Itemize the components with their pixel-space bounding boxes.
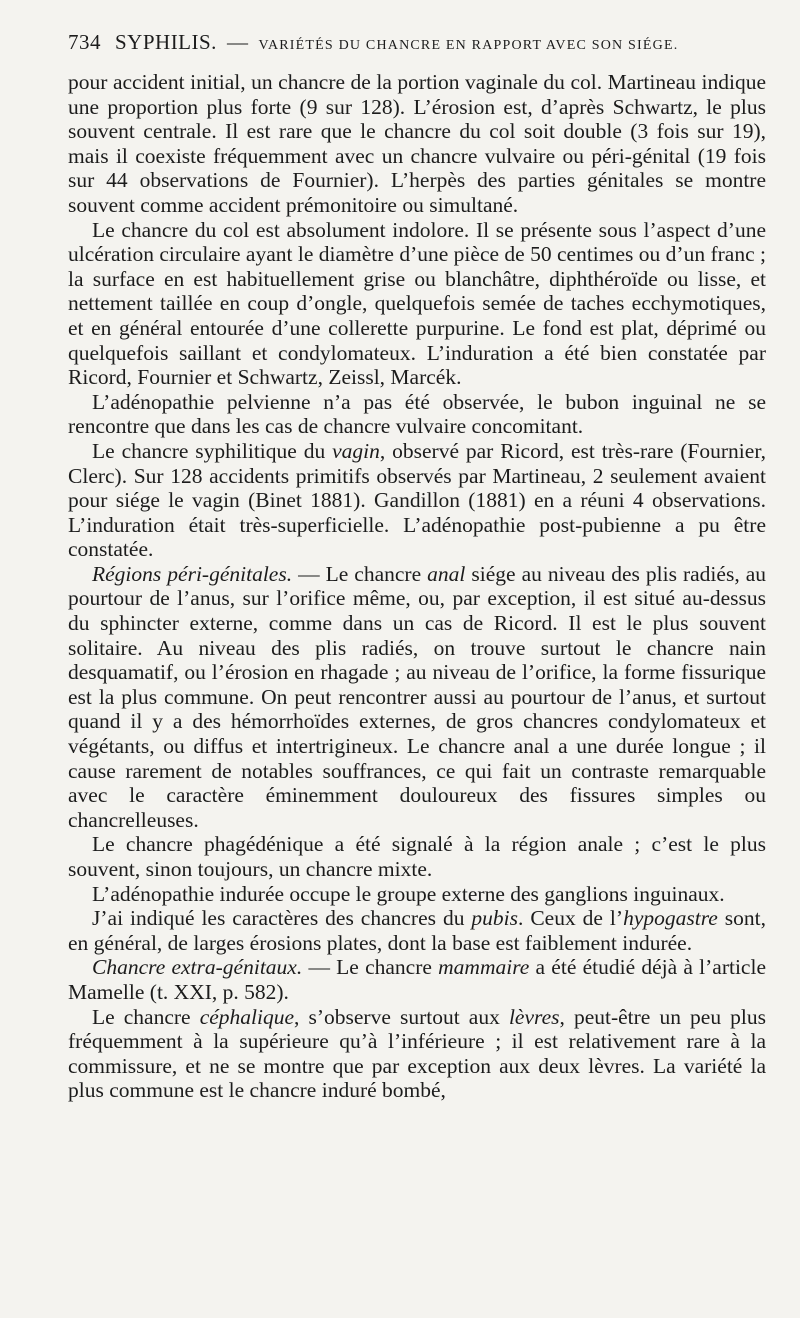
text-run: J’ai indiqué les caractères des chancres du — [92, 906, 472, 931]
text-run: L’adénopathie indurée occupe le groupe externe des ganglions inguinaux. — [92, 881, 725, 906]
text-run: . Ceux de l’ — [518, 906, 624, 931]
paragraph — [68, 70, 766, 218]
paragraph — [68, 439, 766, 562]
text-run: , peut-être un peu plus fréquemment à la supérieure qu’à l’inférieure ; il est relativement rare à la commissure, et ne se montre que par exception aux deux lèvres. La variété la plus commune est le chancre induré bombé, — [68, 1004, 767, 1103]
running-header — [68, 30, 766, 66]
paragraph — [68, 1005, 766, 1103]
italic-term: Régions péri-génitales. — [92, 561, 293, 586]
text-run: Le chancre du col est absolument indolore. Il se présente sous l’aspect d’une ulcération circulaire ayant le diamètre d’une pièce de 50 centimes ou d’un franc ; la surface en est habituellement grise ou blanchâtre, diphthéroïde ou lisse, et nettement taillée en coup d’ongle, quelquefois semée de taches ecchymotiques, et en général entourée d’une collerette purpurine. Le fond est plat, déprimé ou quelquefois saillant et condylomateux. L’induration a été bien constatée par Ricord, Fournier et Schwartz, Zeissl, Marcék. — [68, 217, 766, 390]
text-run: Le chancre phagédénique a été signalé à la région anale ; c’est le plus souvent, sinon toujours, un chancre mixte. — [68, 832, 766, 881]
paragraph — [68, 832, 766, 881]
paragraph — [68, 882, 766, 907]
italic-term: hypogastre — [623, 906, 718, 931]
running-subtitle: VARIÉTÉS DU CHANCRE EN RAPPORT AVEC SON SIÉGE. — [258, 38, 679, 53]
text-run: Le chancre syphilitique du — [92, 438, 333, 463]
paragraph — [68, 390, 766, 439]
body-text — [68, 70, 766, 1103]
text-run: a été étudié déjà à l’article Mamelle (t. XXI, p. 582). — [68, 955, 766, 1004]
header-separator: — — [226, 30, 249, 54]
paragraph — [68, 562, 766, 833]
text-run: — Le chancre — [292, 561, 428, 586]
paragraph — [68, 955, 766, 1004]
running-title: SYPHILIS. — [115, 30, 217, 54]
italic-term: anal — [427, 561, 466, 586]
text-run: Le chancre — [92, 1004, 200, 1029]
italic-term: céphalique — [199, 1004, 295, 1029]
italic-term: mammaire — [438, 955, 530, 980]
paragraph — [68, 906, 766, 955]
text-run: , s’observe surtout aux — [294, 1004, 509, 1029]
text-run: pour accident initial, un chancre de la portion vaginale du col. Martineau indique une proportion plus forte (9 sur 128). L’érosion est, d’après Schwartz, le plus souvent centrale. Il est rare que le chancre du col soit double (3 fois sur 19), mais il coexiste fréquemment avec un chancre vulvaire ou péri-génital (19 fois sur 44 observations de Fournier). L’herpès des parties génitales se montre souvent comme accident prémonitoire ou simultané. — [68, 70, 766, 217]
text-run: sont, en général, de larges érosions plates, dont la base est faiblement indurée. — [68, 906, 766, 955]
text-run: siége au niveau des plis radiés, au pourtour de l’anus, sur l’orifice même, ou, par exception, il est situé au-dessus du sphincter externe, comme dans un cas de Ricord. Il est le plus souvent solitaire. Au niveau des plis radiés, on trouve surtout le chancre nain desquamatif, ou l’érosion en rhagade ; au niveau de l’orifice, la forme fissurique est la plus commune. On peut rencontrer aussi au pourtour de l’anus, et surtout quand il y a des hémorrhoïdes externes, de gros chancres condylomateux et végétants, ou diffus et intertrigineux. Le chancre anal a une durée longue ; il cause rarement de notables souffrances, ce qui fait un contraste remarquable avec le caractère éminemment douloureux des fissures simples ou chancrelleuses. — [68, 561, 766, 832]
text-run: — Le chancre — [302, 955, 439, 980]
italic-term: lèvres — [508, 1004, 560, 1029]
text-run: , observé par Ricord, est très-rare (Fournier, Clerc). Sur 128 accidents primitifs observés par Martineau, 2 seulement avaient pour siége le vagin (Binet 1881). Gandillon (1881) en a réuni 4 observations. L’induration était très-superficielle. L’adénopathie post-pubienne a pu être constatée. — [68, 438, 766, 562]
italic-term: pubis — [471, 906, 518, 931]
italic-term: vagin — [332, 438, 380, 463]
text-run: L’adénopathie pelvienne n’a pas été observée, le bubon inguinal ne se rencontre que dans les cas de chancre vulvaire concomitant. — [68, 389, 766, 439]
page-number: 734 — [68, 30, 101, 54]
paragraph — [68, 218, 766, 390]
italic-term: Chancre extra-génitaux. — [92, 955, 303, 980]
